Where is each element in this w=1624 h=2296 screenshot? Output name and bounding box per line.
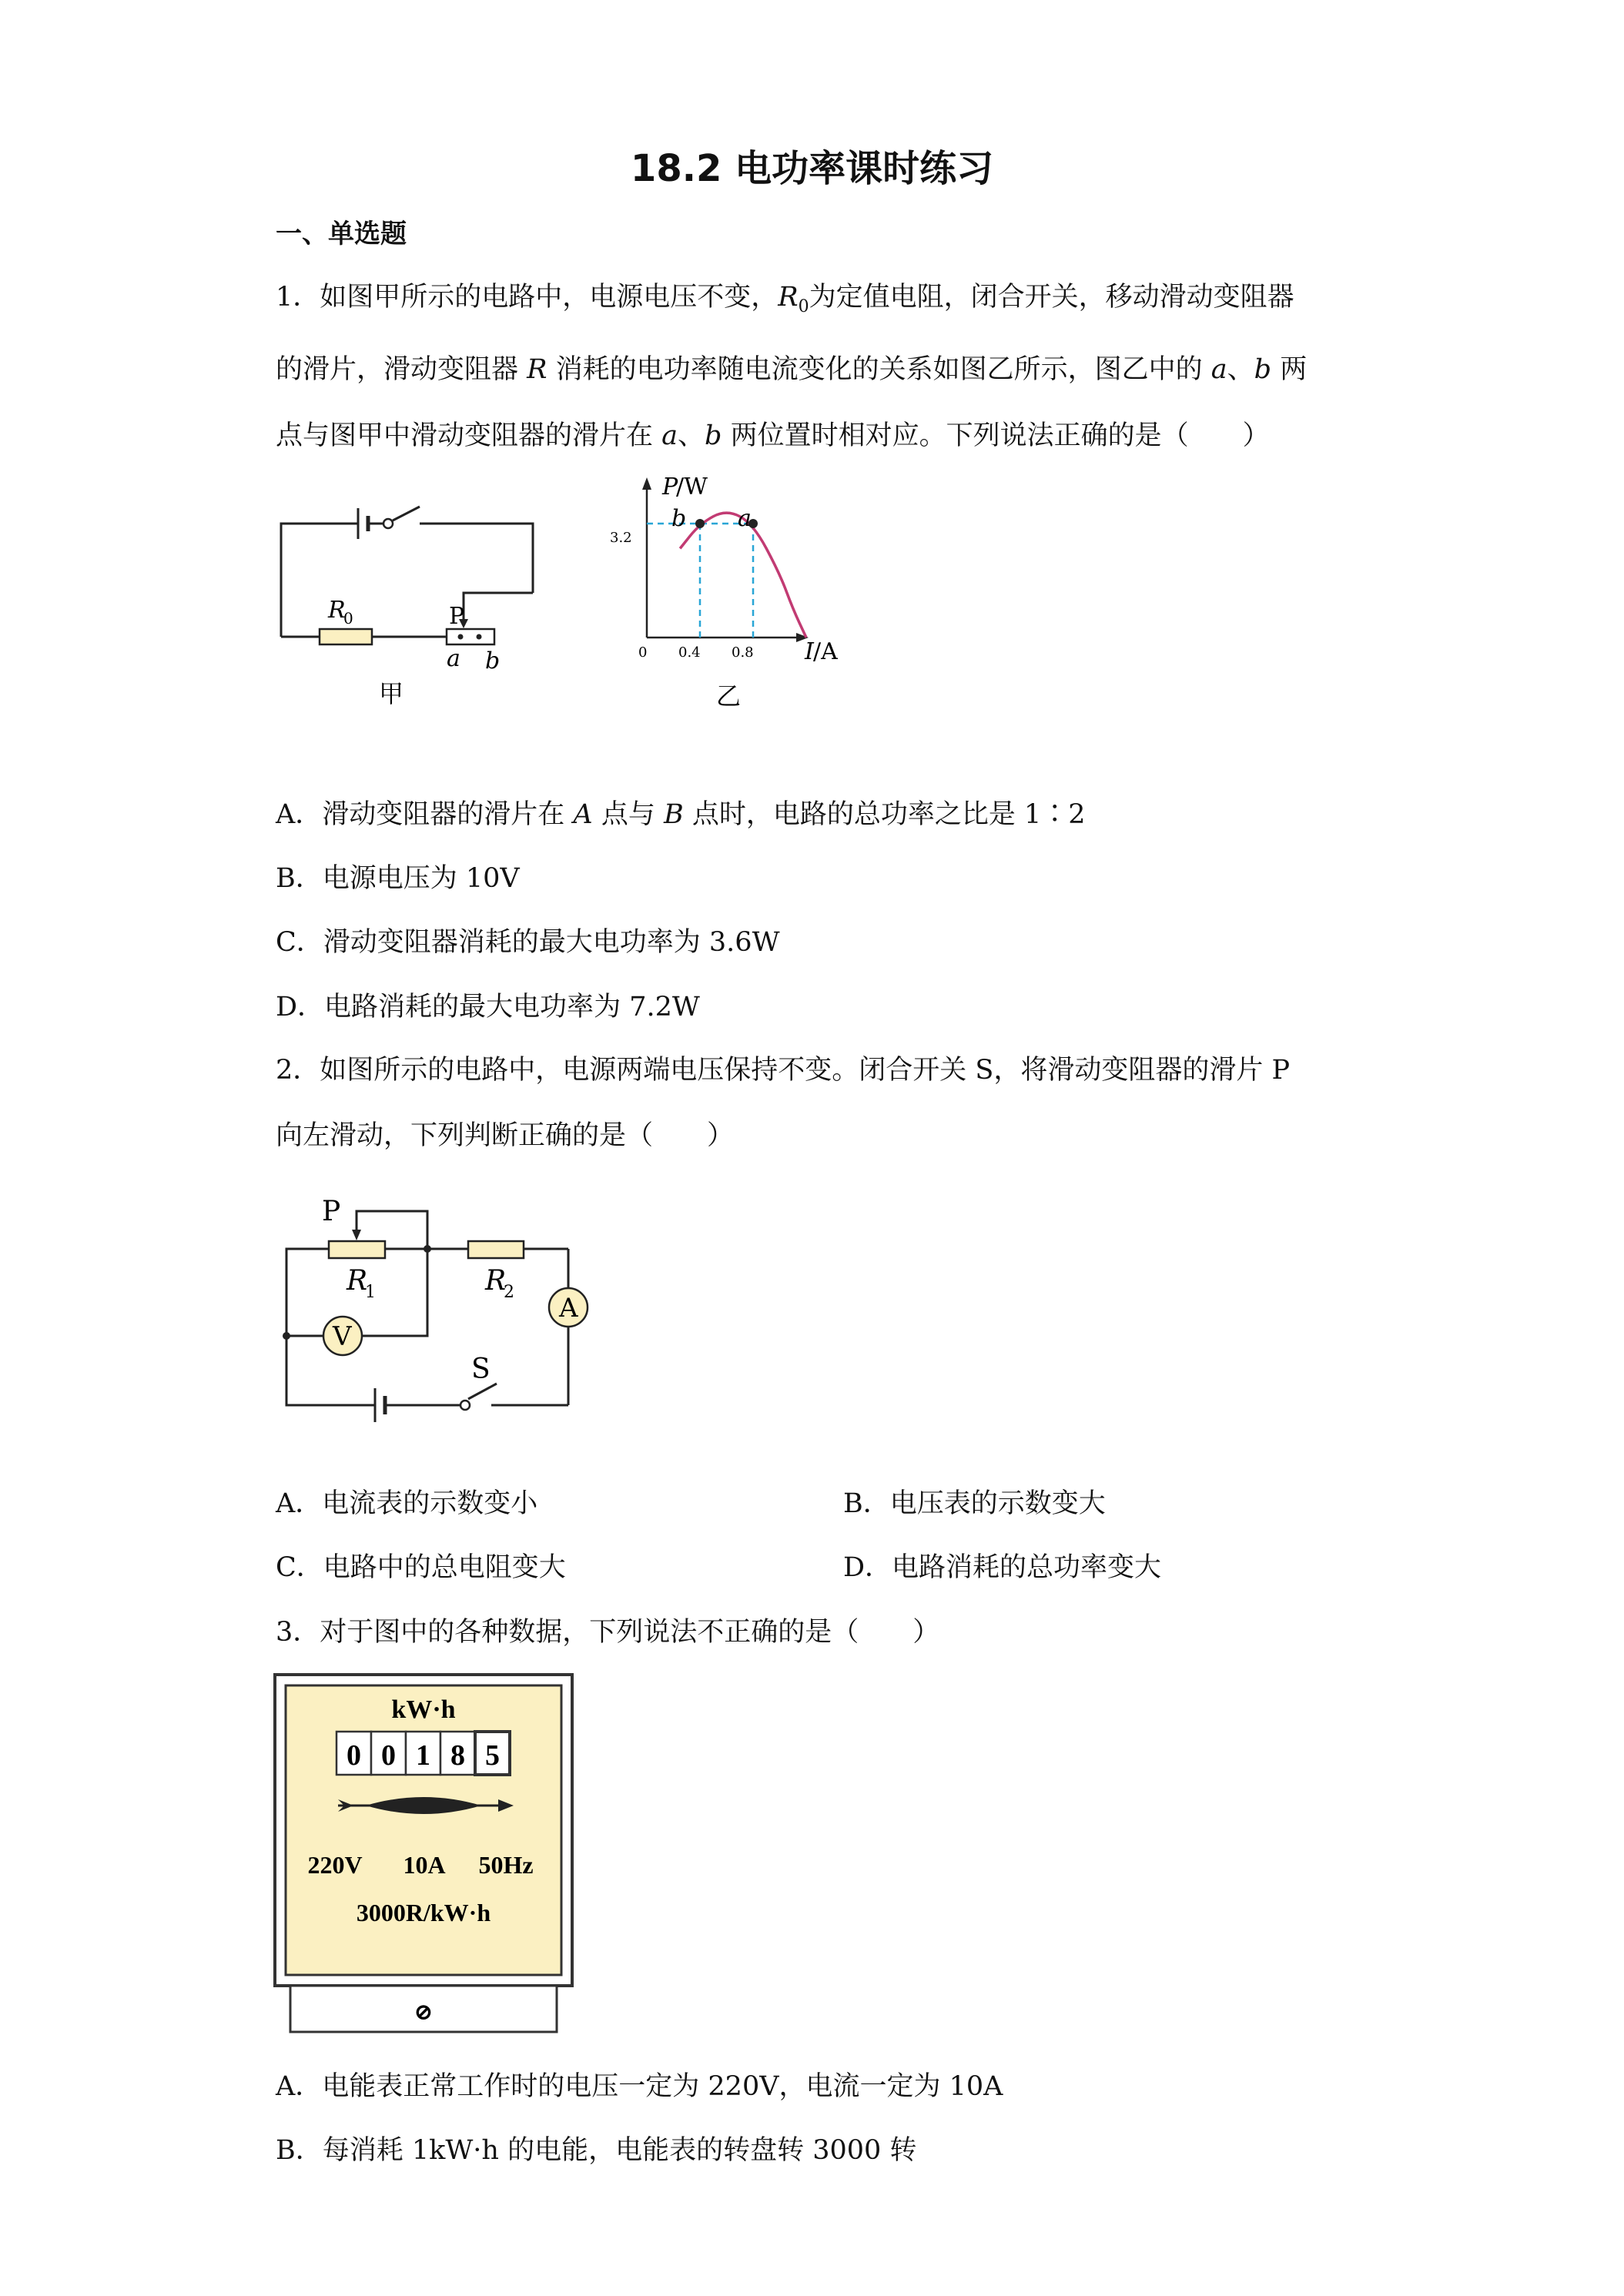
- switch-blade: [393, 507, 420, 520]
- wire: [420, 524, 533, 593]
- q1-text: 1．如图甲所示的电路中，电源电压不变，: [276, 282, 779, 313]
- meter-digit-window: [337, 1732, 510, 1775]
- slider-arrow: [352, 1230, 361, 1240]
- meter-constant: 3000R/kW·h: [356, 1899, 491, 1926]
- q2-option-a[interactable]: A．电流表的示数变小: [276, 1488, 538, 1519]
- label-b: b: [485, 648, 501, 674]
- point-a-dot: [458, 634, 464, 640]
- x-axis-var: I: [805, 638, 814, 665]
- page-title: 18.2 电功率课时练习: [630, 147, 994, 190]
- switch-blade: [468, 1384, 497, 1399]
- electric-energy-meter: [273, 1673, 574, 2035]
- switch-contact: [383, 519, 393, 528]
- point-a-label: a: [738, 505, 752, 532]
- point-b-label: b: [671, 505, 687, 532]
- q1-line1: [276, 276, 1294, 316]
- q1-var-R: R: [527, 354, 547, 385]
- meter-digit: 8: [450, 1739, 465, 1772]
- q1-text: 消耗的电功率随电流变化的关系如图乙所示，图乙中的: [547, 354, 1211, 385]
- data-point-b: [695, 519, 705, 528]
- meter-voltage: 220V: [307, 1851, 363, 1879]
- option-text: 点与: [592, 799, 664, 830]
- q1-text: 、: [1227, 354, 1254, 385]
- q1-text: 两位置时相对应。下列说法正确的是（ ）: [722, 420, 1270, 451]
- q1-line2: [276, 348, 1307, 387]
- y-axis-var: P: [662, 474, 678, 500]
- r2-label: R: [485, 1265, 507, 1297]
- origin-label: 0: [638, 644, 648, 661]
- slider-p-label: P: [449, 603, 465, 630]
- figure-caption-jia: 甲: [379, 679, 404, 708]
- q2-option-b[interactable]: B．电压表的示数变大: [843, 1488, 1106, 1519]
- q2-option-d[interactable]: D．电路消耗的总功率变大: [843, 1552, 1162, 1583]
- y-axis-arrow: [642, 477, 651, 490]
- q1-line3: [276, 414, 1270, 453]
- meter-unit: kW·h: [391, 1695, 456, 1724]
- option-text: 点时，电路的总功率之比是 1∶2: [683, 799, 1086, 830]
- meter-digit: 5: [485, 1739, 500, 1772]
- switch-contact: [460, 1401, 470, 1410]
- x-tick-0-8: 0.8: [732, 644, 754, 661]
- q1-circuit-figure-jia: [262, 477, 554, 724]
- x-tick-0-4: 0.4: [678, 644, 701, 661]
- x-axis-unit: /A: [813, 638, 838, 665]
- r0-sub: 0: [343, 609, 353, 628]
- q1-var-R: R: [778, 282, 799, 313]
- graph-guides: [647, 524, 753, 638]
- q1-text: 两: [1271, 354, 1308, 385]
- q2-circuit-figure: [270, 1190, 608, 1444]
- q1-option-c[interactable]: C．滑动变阻器消耗的最大电功率为 3.6W: [276, 927, 780, 958]
- option-var: A: [573, 799, 593, 830]
- q1-power-current-graph: [601, 470, 862, 716]
- q3-option-a[interactable]: A．电能表正常工作时的电压一定为 220V，电流一定为 10A: [276, 2071, 1003, 2102]
- section-heading: 一、单选题: [276, 219, 407, 249]
- meter-seal-icon: ⊘: [414, 2000, 434, 2025]
- q1-option-a[interactable]: [276, 793, 1085, 832]
- q1-option-b[interactable]: B．电源电压为 10V: [276, 863, 520, 894]
- meter-face: [286, 1685, 561, 1975]
- r1-label: R: [347, 1265, 368, 1297]
- q2-line2: 向左滑动，下列判断正确的是（ ）: [276, 1120, 735, 1151]
- resistor-r2: [468, 1241, 524, 1258]
- q1-var-a: a: [661, 420, 678, 451]
- meter-digit: 0: [381, 1739, 396, 1772]
- junction-dot: [424, 1245, 431, 1253]
- meter-digit: 1: [416, 1739, 430, 1772]
- slider-p-label: P: [322, 1196, 341, 1227]
- q2-option-c[interactable]: C．电路中的总电阻变大: [276, 1552, 566, 1583]
- slider-wire: [464, 593, 533, 624]
- junction-dot: [283, 1332, 290, 1340]
- q2-line1: 2．如图所示的电路中，电源两端电压保持不变。闭合开关 S，将滑动变阻器的滑片 P: [276, 1055, 1291, 1086]
- figure-caption-yi: 乙: [716, 681, 742, 711]
- ammeter-label: A: [559, 1293, 578, 1324]
- q1-var-b: b: [1254, 354, 1272, 385]
- meter-frequency: 50Hz: [478, 1851, 534, 1879]
- option-text: A．滑动变阻器的滑片在: [276, 799, 574, 830]
- switch-label: S: [471, 1354, 491, 1385]
- q1-var-a: a: [1210, 354, 1227, 385]
- q1-var-b: b: [705, 420, 722, 451]
- voltmeter-label: V: [333, 1321, 352, 1352]
- q1-option-d[interactable]: D．电路消耗的最大电功率为 7.2W: [276, 992, 700, 1022]
- resistor-r0: [320, 629, 372, 644]
- y-tick-3-2: 3.2: [610, 530, 632, 546]
- meter-digit: 0: [347, 1739, 361, 1772]
- r2-sub: 2: [504, 1283, 514, 1302]
- wire: [286, 1249, 329, 1336]
- resistor-r1: [329, 1241, 385, 1258]
- q1-text: 点与图甲中滑动变阻器的滑片在: [276, 420, 662, 451]
- q3-line1: 3．对于图中的各种数据，下列说法不正确的是（ ）: [276, 1617, 940, 1648]
- option-var: B: [663, 799, 684, 830]
- r0-label: R: [328, 597, 346, 624]
- point-b-dot: [477, 634, 482, 640]
- q3-option-b[interactable]: B．每消耗 1kW·h 的电能，电能表的转盘转 3000 转: [276, 2135, 917, 2166]
- label-a: a: [447, 645, 460, 672]
- q1-text: 、: [678, 420, 705, 451]
- q1-text: 的滑片，滑动变阻器: [276, 354, 527, 385]
- q1-text: 为定值电阻，闭合开关，移动滑动变阻器: [809, 282, 1294, 313]
- rheostat: [447, 629, 494, 644]
- y-axis-unit: /W: [676, 474, 708, 500]
- q1-var-sub: 0: [798, 297, 809, 316]
- meter-current: 10A: [403, 1851, 446, 1879]
- r1-sub: 1: [365, 1283, 376, 1302]
